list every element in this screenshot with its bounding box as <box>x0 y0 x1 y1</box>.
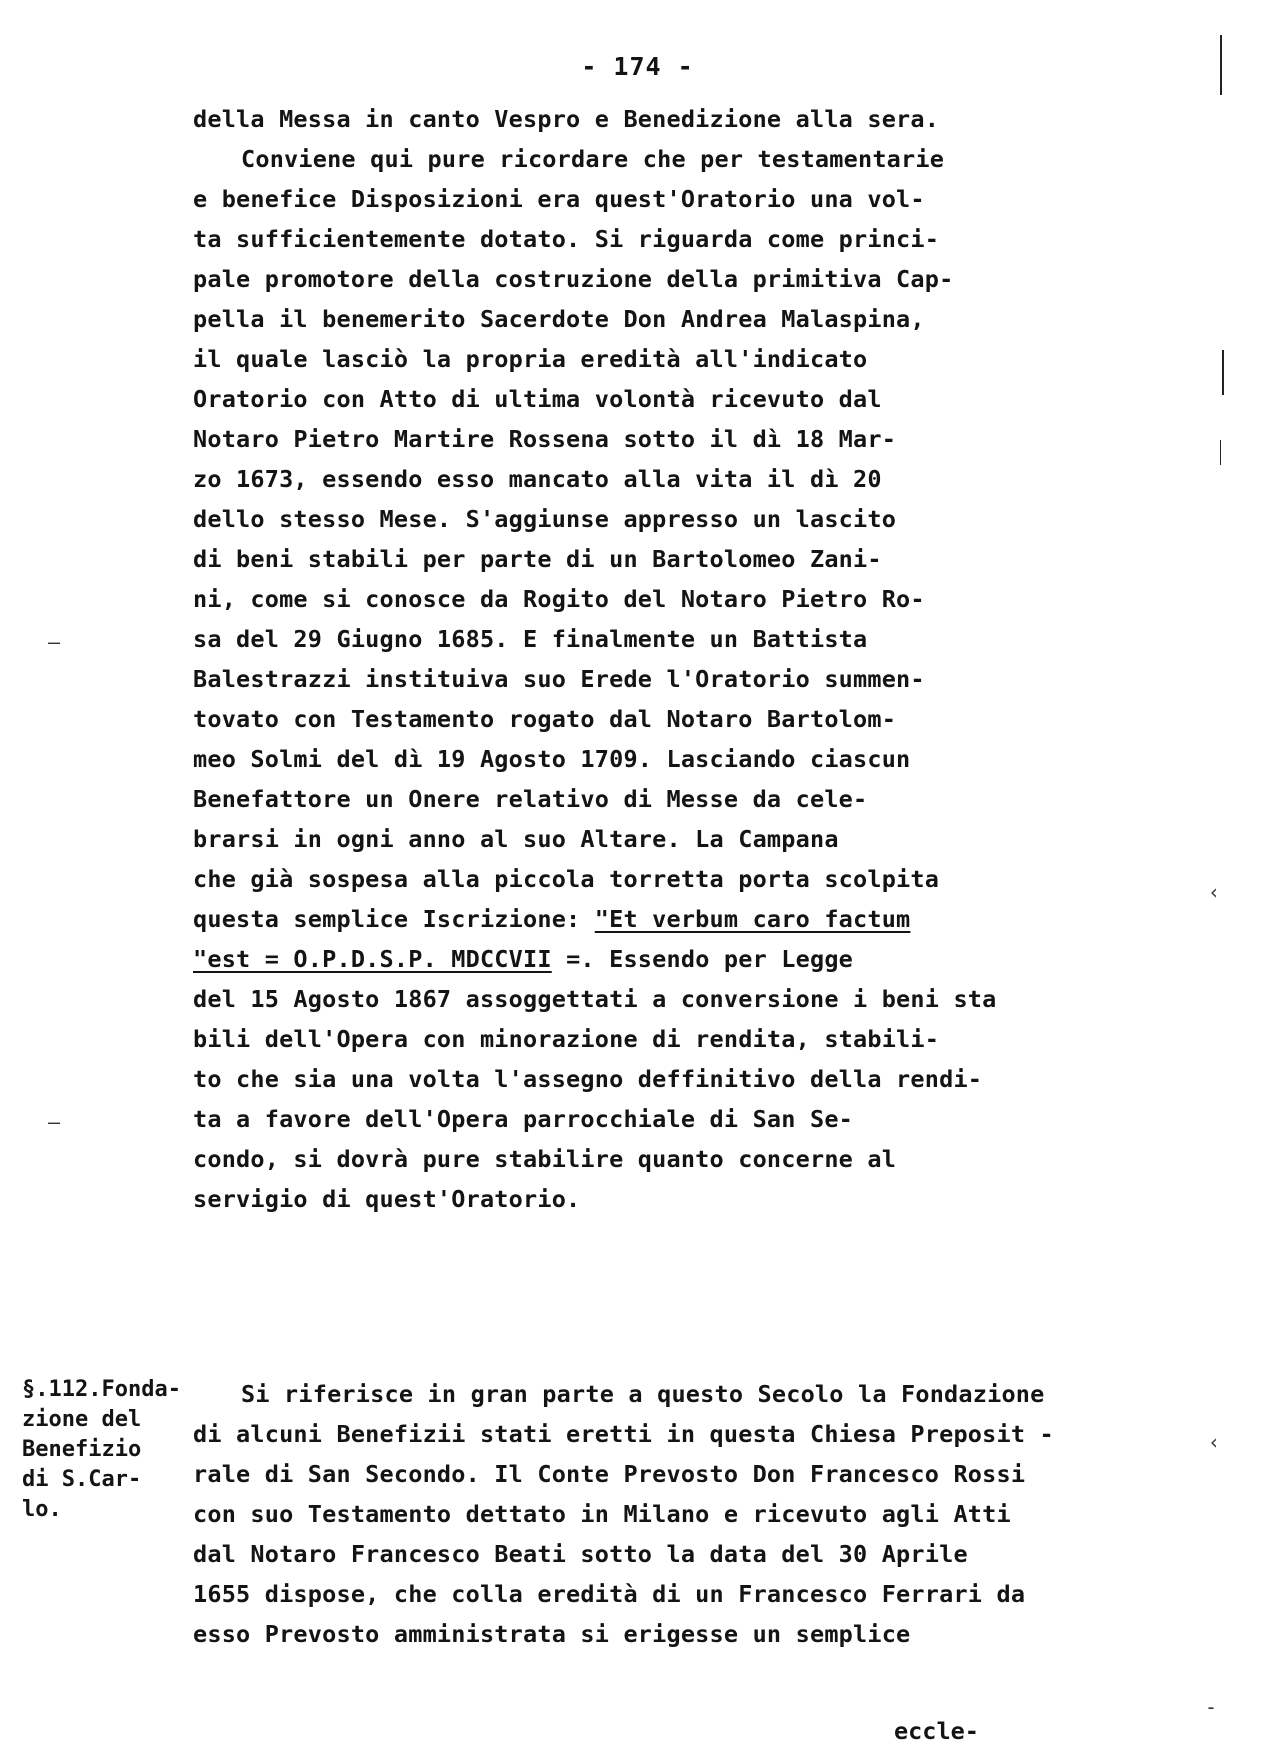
body-line: e benefice Disposizioni era quest'Oratorio una vol- <box>193 185 925 213</box>
body-line: il quale lasciò la propria eredità all'indicato <box>193 345 868 373</box>
body-line: del 15 Agosto 1867 assoggettati a conversione i beni sta <box>193 985 997 1013</box>
body-line: Balestrazzi instituiva suo Erede l'Oratorio summen- <box>193 665 925 693</box>
body-line: dal Notaro Francesco Beati sotto la data del 30 Aprile <box>193 1540 968 1568</box>
body-line: che già sospesa alla piccola torretta porta scolpita <box>193 865 940 893</box>
binding-mark <box>1220 35 1222 95</box>
scan-tick: ‹ <box>1208 1430 1221 1454</box>
page-number: - 174 - <box>581 52 694 81</box>
body-line: pale promotore della costruzione della primitiva Cap- <box>193 265 954 293</box>
inscription-intro: questa semplice Iscrizione: <box>193 905 595 933</box>
scan-tick: - <box>1205 1695 1218 1719</box>
body-line: meo Solmi del dì 19 Agosto 1709. Lasciando ciascun <box>193 745 911 773</box>
body-line: ta sufficientemente dotato. Si riguarda come princi- <box>193 225 940 253</box>
body-line: sa del 29 Giugno 1685. E finalmente un Battista <box>193 625 868 653</box>
body-line: ta a favore dell'Opera parrocchiale di San Se- <box>193 1105 854 1133</box>
body-line: Oratorio con Atto di ultima volontà ricevuto dal <box>193 385 882 413</box>
body-line: con suo Testamento dettato in Milano e ricevuto agli Atti <box>193 1500 1011 1528</box>
body-line: tovato con Testamento rogato dal Notaro Bartolom- <box>193 705 897 733</box>
body-line: servigio di quest'Oratorio. <box>193 1185 581 1213</box>
body-line: bili dell'Opera con minorazione di rendita, stabili- <box>193 1025 940 1053</box>
body-line: ni, come si conosce da Rogito del Notaro Pietro Ro- <box>193 585 925 613</box>
catchword: eccle- <box>894 1717 979 1745</box>
body-line: Si riferisce in gran parte a questo Secolo la Fondazione <box>241 1380 1045 1408</box>
body-line: zo 1673, essendo esso mancato alla vita il dì 20 <box>193 465 882 493</box>
body-line: Benefattore un Onere relativo di Messe da cele- <box>193 785 868 813</box>
scan-tick: ‹ <box>1208 880 1221 904</box>
body-line: to che sia una volta l'assegno deffinitivo della rendi- <box>193 1065 983 1093</box>
body-line: brarsi in ogni anno al suo Altare. La Campana <box>193 825 839 853</box>
body-line: pella il benemerito Sacerdote Don Andrea Malaspina, <box>193 305 925 333</box>
body-line: dello stesso Mese. S'aggiunse appresso un lascito <box>193 505 897 533</box>
margin-note: §.112.Fonda- zione del Benefizio di S.Car- lo. <box>22 1377 181 1522</box>
binding-mark <box>1222 350 1224 395</box>
scan-tick: — <box>48 1110 61 1134</box>
body-line: di alcuni Benefizii stati eretti in questa Chiesa Preposit - <box>193 1420 1054 1448</box>
inscription-quote: "est = O.P.D.S.P. MDCCVII <box>193 945 552 973</box>
body-line: della Messa in canto Vespro e Benedizione alla sera. <box>193 105 940 133</box>
body-line: esso Prevosto amministrata si erigesse un semplice <box>193 1620 911 1648</box>
inscription-quote: "Et verbum caro factum <box>594 905 911 933</box>
inscription-line <box>193 905 910 933</box>
body-line: 1655 dispose, che colla eredità di un Francesco Ferrari da <box>193 1580 1026 1608</box>
binding-mark <box>1220 440 1221 465</box>
inscription-line <box>193 945 853 973</box>
scan-tick: — <box>48 630 61 654</box>
body-line: di beni stabili per parte di un Bartolomeo Zani- <box>193 545 882 573</box>
body-line: rale di San Secondo. Il Conte Prevosto Don Francesco Rossi <box>193 1460 1026 1488</box>
inscription-continuation: =. Essendo per Legge <box>551 945 854 973</box>
body-line: Conviene qui pure ricordare che per testamentarie <box>241 145 945 173</box>
body-line: Notaro Pietro Martire Rossena sotto il dì 18 Mar- <box>193 425 897 453</box>
body-line: condo, si dovrà pure stabilire quanto concerne al <box>193 1145 897 1173</box>
